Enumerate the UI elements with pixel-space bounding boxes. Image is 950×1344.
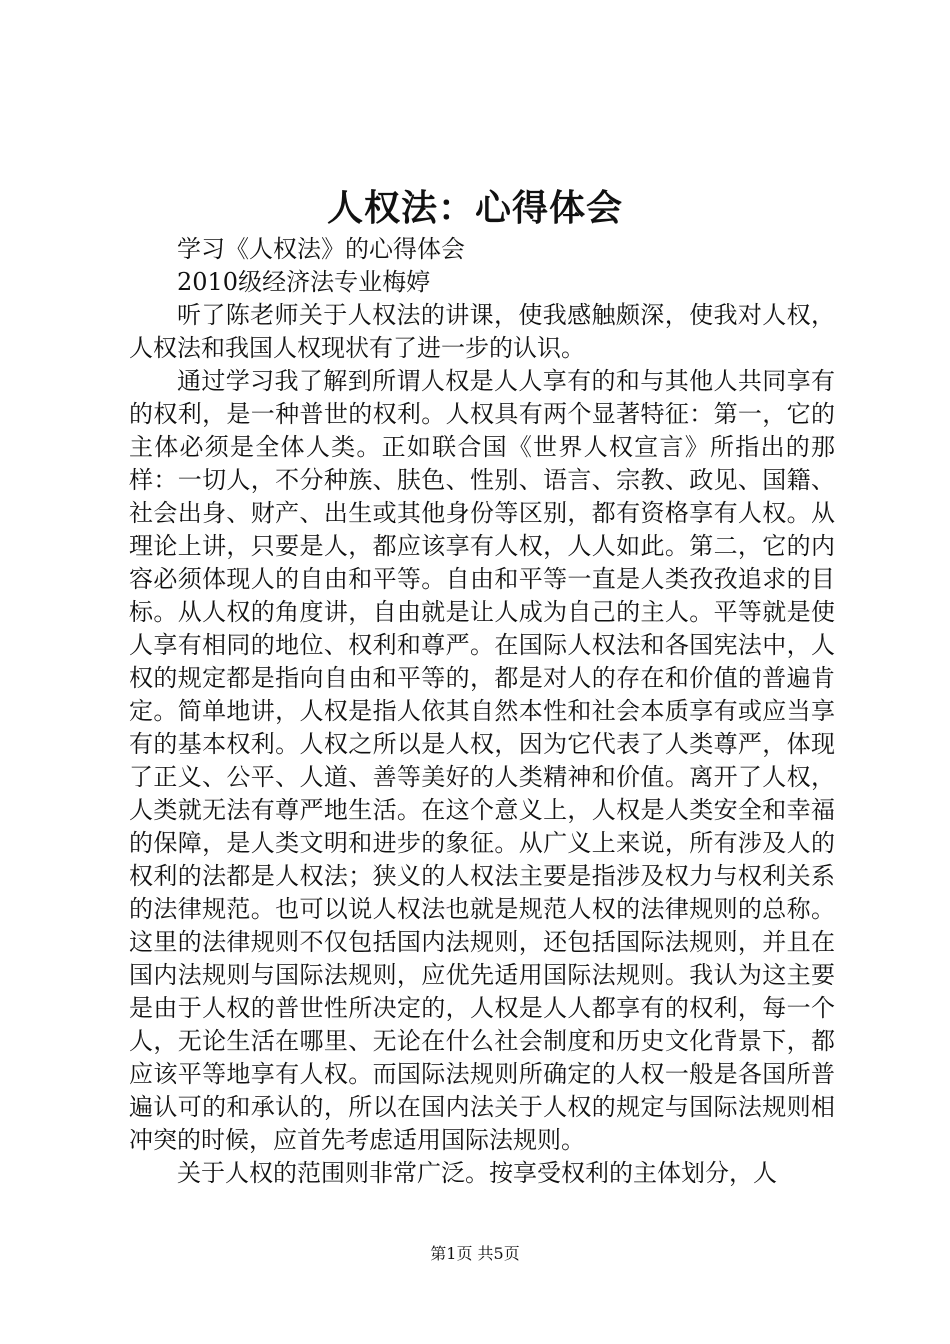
body-paragraph: 关于人权的范围则非常广泛。按享受权利的主体划分，人 [177, 1159, 777, 1187]
document-body [129, 233, 835, 1190]
body-paragraph: 听了陈老师关于人权法的讲课，使我感触颇深，使我对人权，人权法和我国人权现状有了进一步的认识。 [129, 301, 835, 362]
author-paragraph: 2010级经济法专业梅婷 [177, 268, 431, 296]
page-footer: 第1页 共5页 [430, 1244, 520, 1263]
body-paragraph: 通过学习我了解到所谓人权是人人享有的和与其他人共同享有的权利，是一种普世的权利。人权具有两个显著特征：第一，它的主体必须是全体人类。正如联合国《世界人权宣言》所指出的那样：一切人，不分种族、肤色、性别、语言、宗教、政见、国籍、社会出身、财产、出生或其他身份等区别，都有资格享有人权。从理论上讲，只要是人，都应该享有人权，人人如此。第二，它的内容必须体现人的自由和平等。自由和平等一直是人类孜孜追求的目标。从人权的角度讲，自由就是让人成为自己的主人。平等就是使人享有相同的地位、权利和尊严。在国际人权法和各国宪法中，人权的规定都是指向自由和平等的，都是对人的存在和价值的普遍肯定。简单地讲，人权是指人依其自然本性和社会本质享有或应当享有的基本权利。人权之所以是人权，因为它代表了人类尊严，体现了正义、公平、人道、善等美好的人类精神和价值。离开了人权，人类就无法有尊严地生活。在这个意义上，人权是人类安全和幸福的保障，是人类文明和进步的象征。从广义上来说，所有涉及人的权利的法都是人权法；狭义的人权法主要是指涉及权力与权利关系的法律规范。也可以说人权法也就是规范人权的法律规则的总称。这里的法律规则不仅包括国内法规则，还包括国际法规则，并且在国内法规则与国际法规则，应优先适用国际法规则。我认为这主要是由于人权的普世性所决定的，人权是人人都享有的权利，每一个人，无论生活在哪里、无论在什么社会制度和历史文化背景下，都应该平等地享有人权。而国际法规则所确定的人权一般是各国所普遍认可的和承认的，所以在国内法关于人权的规定与国际法规则相冲突的时候，应首先考虑适用国际法规则。 [129, 367, 835, 1154]
page-title: 人权法：心得体会 [326, 187, 623, 229]
subtitle-paragraph: 学习《人权法》的心得体会 [177, 235, 465, 263]
